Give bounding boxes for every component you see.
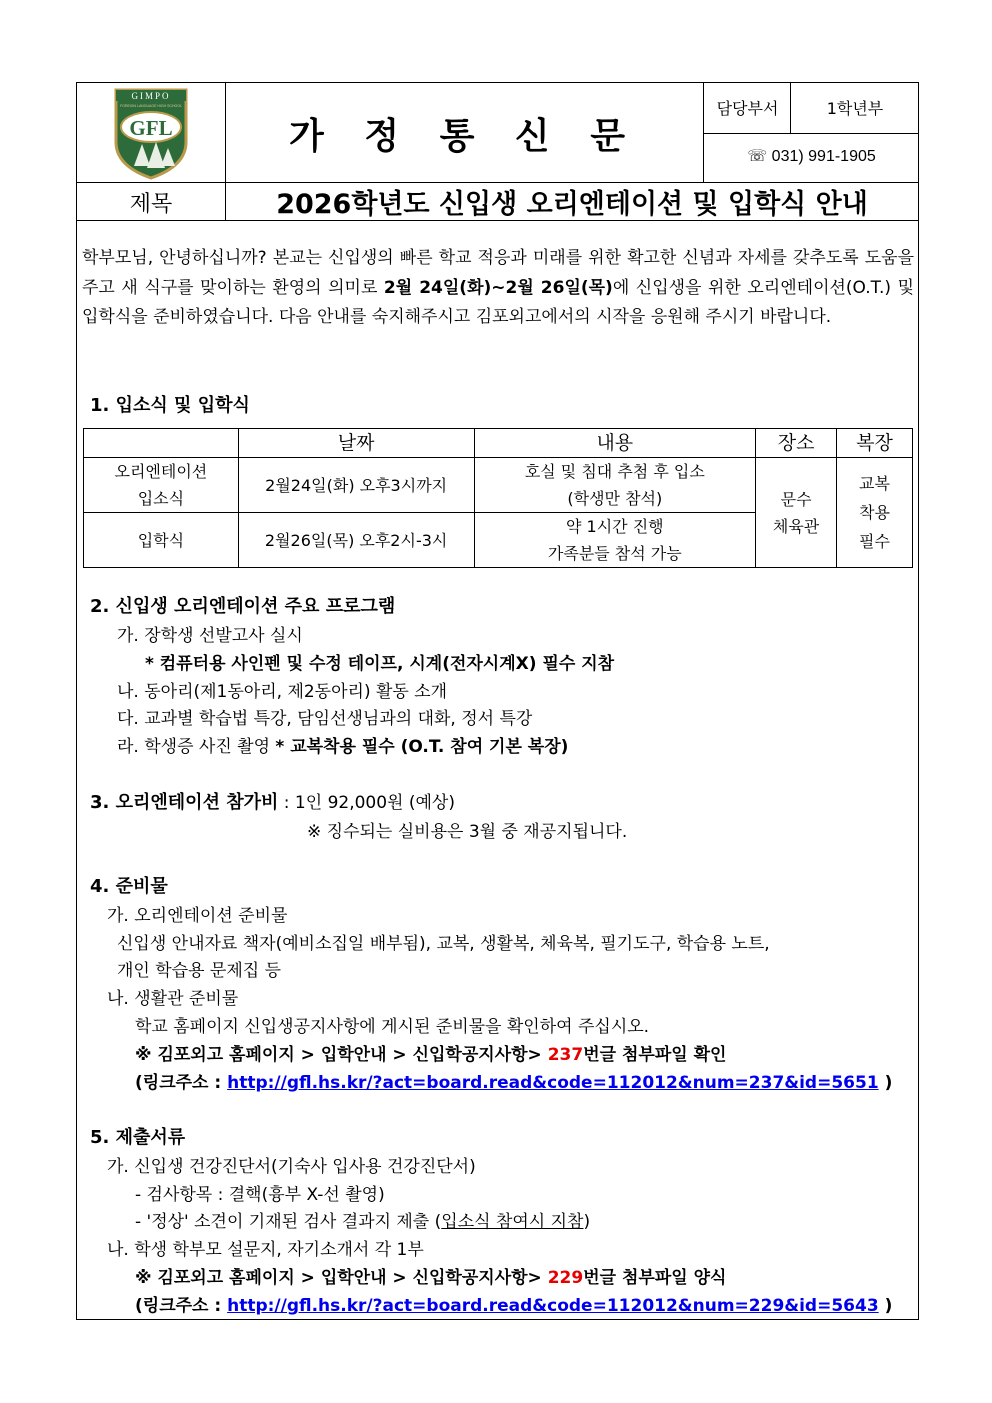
table-cell: 2월24일(화) 오후3시까지 bbox=[238, 458, 474, 513]
path-text: 번글 첨부파일 확인 bbox=[583, 1045, 727, 1065]
attachment-link[interactable]: http://gfl.hs.kr/?act=board.read&code=112012&num=237&id=5651 bbox=[227, 1073, 879, 1093]
table-cell bbox=[84, 458, 239, 513]
table-cell: 입학식 bbox=[84, 513, 239, 568]
table-header: 날짜 bbox=[238, 429, 474, 458]
section4-item-na: 나. 생활관 준비물 bbox=[107, 989, 239, 1009]
cell-line: (학생만 참석) bbox=[567, 489, 663, 508]
cell-line: 교복 bbox=[859, 474, 890, 493]
subject-label: 제목 bbox=[129, 192, 173, 217]
section5-ga-line1: - 검사항목 : 결핵(흉부 X-선 촬영) bbox=[135, 1185, 385, 1205]
post-number: 229 bbox=[547, 1268, 584, 1288]
path-text: 번글 첨부파일 양식 bbox=[583, 1268, 727, 1288]
section5-link-line bbox=[135, 1291, 892, 1316]
dept-label: 담당부서 bbox=[716, 99, 779, 118]
line-text: ) bbox=[583, 1212, 591, 1232]
item-text: 라. 학생증 사진 촬영 bbox=[117, 737, 276, 757]
subject-title: 2026학년도 신입생 오리엔테이션 및 입학식 안내 bbox=[276, 189, 868, 220]
logo-top-text: GIMPO bbox=[131, 91, 171, 101]
section5-item-ga: 가. 신입생 건강진단서(기숙사 입사용 건강진단서) bbox=[107, 1157, 476, 1177]
table-cell-dress bbox=[837, 458, 913, 568]
section4-path bbox=[135, 1040, 726, 1065]
section2-item-da: 다. 교과별 학습법 특강, 담임선생님과의 대화, 정서 특강 bbox=[117, 709, 533, 729]
section5-path bbox=[135, 1263, 726, 1288]
table-cell: 2월26일(목) 오후2시-3시 bbox=[238, 513, 474, 568]
attachment-link[interactable]: http://gfl.hs.kr/?act=board.read&code=112012&num=229&id=5643 bbox=[227, 1296, 879, 1316]
section3-heading: 3. 오리엔테이션 참가비 bbox=[90, 792, 279, 813]
section2-item-na: 나. 동아리(제1동아리, 제2동아리) 활동 소개 bbox=[117, 682, 448, 702]
table-row bbox=[84, 458, 913, 513]
path-text: ※ 김포외고 홈페이지 > 입학안내 > 신입학공지사항> bbox=[135, 1268, 548, 1288]
link-suffix: ) bbox=[878, 1296, 893, 1316]
cell-line: 문수 bbox=[780, 489, 812, 509]
table-cell bbox=[474, 513, 756, 568]
phone-number: ☏ 031) 991-1905 bbox=[747, 148, 876, 165]
table-header: 장소 bbox=[756, 429, 837, 458]
intro-paragraph bbox=[82, 244, 914, 333]
underlined-text: 입소식 참여시 지참 bbox=[441, 1212, 584, 1232]
school-logo bbox=[112, 86, 190, 180]
intro-text-1: 학부모님, 안녕하십니까? 본교는 신입생의 빠른 학교 적응과 미래를 위한 확고한 신념과 자세를 갖추도록 도움을 주고 새 식구를 맞이하는 환영의 의미로 bbox=[82, 248, 914, 298]
line-text: - '정상' 소견이 기재된 검사 결과지 제출 ( bbox=[135, 1212, 442, 1232]
section4-heading: 4. 준비물 bbox=[90, 876, 168, 897]
page-title: 가 정 통 신 문 bbox=[288, 116, 639, 157]
intro-dates: 2월 24일(화)~2월 26일(목) bbox=[383, 277, 613, 298]
cell-line: 체육관 bbox=[772, 516, 820, 536]
post-number: 237 bbox=[547, 1045, 584, 1065]
section4-ga-line2: 개인 학습용 문제집 등 bbox=[117, 961, 282, 981]
section4-ga-line1: 신입생 안내자료 책자(예비소집일 배부됨), 교복, 생활복, 체육복, 필기도구, 학습용 노트, bbox=[117, 934, 770, 954]
cell-line: 호실 및 침대 추첨 후 입소 bbox=[524, 462, 705, 481]
section3-fee: : 1인 92,000원 (예상) bbox=[278, 793, 455, 813]
section4-item-ga: 가. 오리엔테이션 준비물 bbox=[107, 906, 288, 926]
section3-line bbox=[90, 788, 455, 814]
schedule-table bbox=[83, 428, 913, 568]
link-suffix: ) bbox=[878, 1073, 893, 1093]
cell-line: 가족분들 참석 가능 bbox=[547, 544, 682, 563]
cell-line: 약 1시간 진행 bbox=[565, 517, 664, 536]
cell-line: 필수 bbox=[859, 532, 890, 551]
table-header: 내용 bbox=[474, 429, 756, 458]
section1-heading: 1. 입소식 및 입학식 bbox=[90, 395, 250, 416]
table-header-row bbox=[84, 429, 913, 458]
table-cell bbox=[474, 458, 756, 513]
cell-line: 오리엔테이션 bbox=[114, 462, 208, 481]
link-prefix: (링크주소 : bbox=[135, 1296, 228, 1316]
section5-heading: 5. 제출서류 bbox=[90, 1127, 186, 1148]
table-cell-place bbox=[756, 458, 837, 568]
section4-link-line bbox=[135, 1068, 892, 1093]
link-prefix: (링크주소 : bbox=[135, 1073, 228, 1093]
section5-ga-line2 bbox=[135, 1207, 590, 1232]
dept-value: 1학년부 bbox=[826, 99, 884, 118]
logo-initials: GFL bbox=[129, 116, 173, 140]
intro-text-2: 에 신입생을 위한 오리엔테이션(O.T.) 및 입학식을 준비하였습니다. 다음 안내를 숙지해주시고 김포외고에서의 시작을 응원해 주시기 바랍니다. bbox=[82, 277, 914, 327]
section2-item-ra bbox=[117, 732, 568, 757]
cell-line: 착용 bbox=[859, 503, 890, 522]
logo-sub-text: FOREIGN LANGUAGE HIGH SCHOOL bbox=[120, 104, 182, 108]
table-header: 복장 bbox=[837, 429, 913, 458]
section2-item-ga: 가. 장학생 선발고사 실시 bbox=[117, 626, 303, 646]
table-header bbox=[84, 429, 239, 458]
section2-note-ga: * 컴퓨터용 사인펜 및 수정 테이프, 시계(전자시계X) 필수 지참 bbox=[145, 654, 615, 674]
section3-note: ※ 징수되는 실비용은 3월 중 재공지됩니다. bbox=[307, 822, 628, 842]
path-text: ※ 김포외고 홈페이지 > 입학안내 > 신입학공지사항> bbox=[135, 1045, 548, 1065]
section2-heading: 2. 신입생 오리엔테이션 주요 프로그램 bbox=[90, 596, 396, 617]
section5-item-na: 나. 학생 학부모 설문지, 자기소개서 각 1부 bbox=[107, 1240, 424, 1260]
divider bbox=[703, 133, 919, 134]
item-bold-text: * 교복착용 필수 (O.T. 참여 기본 복장) bbox=[275, 737, 569, 757]
cell-line: 입소식 bbox=[137, 489, 185, 508]
section4-na-line1: 학교 홈페이지 신입생공지사항에 게시된 준비물을 확인하여 주십시오. bbox=[135, 1017, 650, 1037]
